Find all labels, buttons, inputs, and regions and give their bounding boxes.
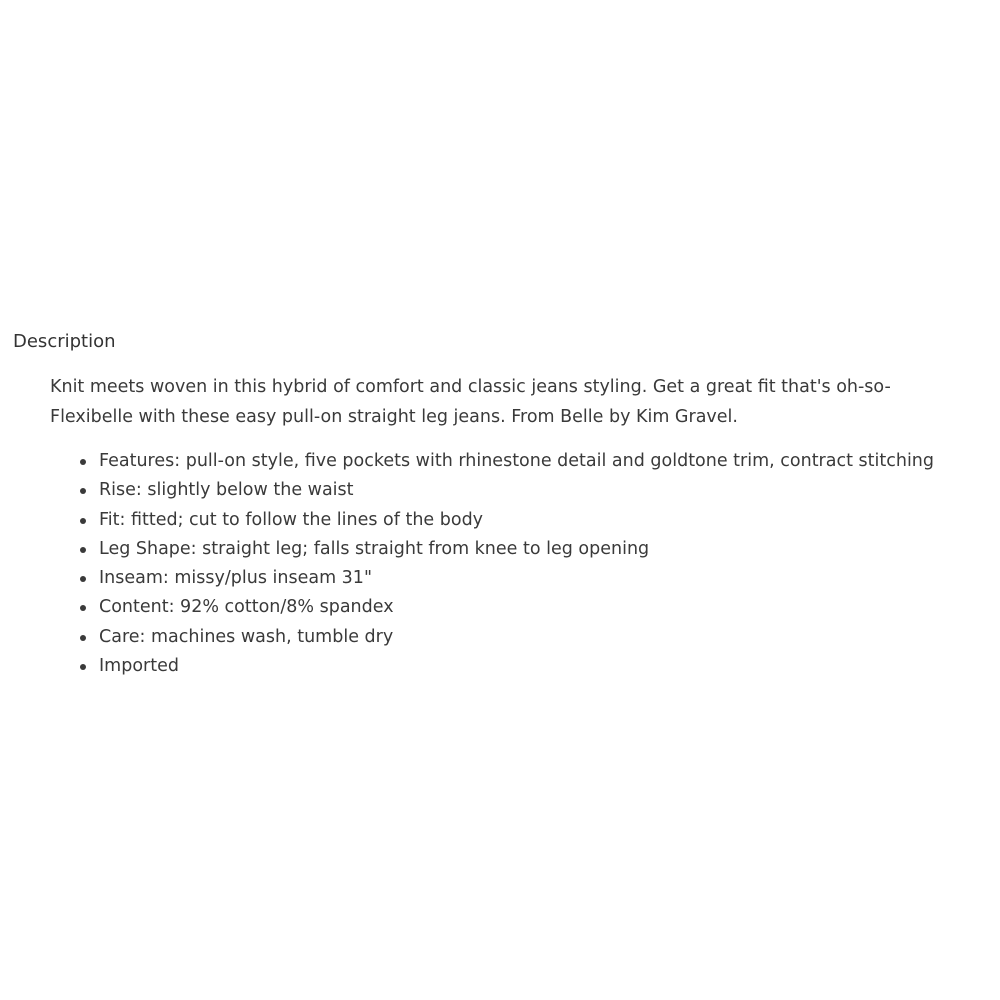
bullet-icon bbox=[80, 547, 86, 553]
feature-item bbox=[77, 506, 934, 535]
feature-text: Imported bbox=[99, 656, 179, 677]
feature-text: Inseam: missy/plus inseam 31" bbox=[99, 568, 372, 589]
feature-item bbox=[77, 564, 934, 593]
feature-text: Rise: slightly below the waist bbox=[99, 480, 354, 501]
feature-text: Leg Shape: straight leg; falls straight from knee to leg opening bbox=[99, 538, 650, 559]
feature-text: Fit: fitted; cut to follow the lines of the body bbox=[99, 509, 484, 530]
bullet-icon bbox=[80, 635, 86, 641]
feature-item bbox=[77, 593, 934, 622]
bullet-icon bbox=[80, 664, 86, 670]
feature-item bbox=[77, 447, 934, 476]
intro-line: Knit meets woven in this hybrid of comfort and classic jeans styling. Get a great fit that's oh-so- bbox=[50, 377, 891, 397]
feature-item bbox=[77, 535, 934, 564]
description-intro bbox=[50, 373, 950, 432]
bullet-icon bbox=[80, 576, 86, 582]
feature-text: Content: 92% cotton/8% spandex bbox=[99, 597, 394, 618]
feature-list bbox=[77, 447, 934, 681]
intro-line: Flexibelle with these easy pull-on straight leg jeans. From Belle by Kim Gravel. bbox=[50, 406, 738, 427]
bullet-icon bbox=[80, 518, 86, 524]
feature-text: Care: machines wash, tumble dry bbox=[99, 626, 394, 647]
feature-text: Features: pull-on style, five pockets with rhinestone detail and goldtone trim, contract stitching bbox=[99, 451, 935, 471]
bullet-icon bbox=[80, 605, 86, 611]
description-heading: Description bbox=[13, 331, 116, 352]
bullet-icon bbox=[80, 488, 86, 494]
feature-item bbox=[77, 623, 934, 652]
feature-item bbox=[77, 476, 934, 505]
bullet-icon bbox=[80, 459, 86, 465]
feature-item bbox=[77, 652, 934, 681]
